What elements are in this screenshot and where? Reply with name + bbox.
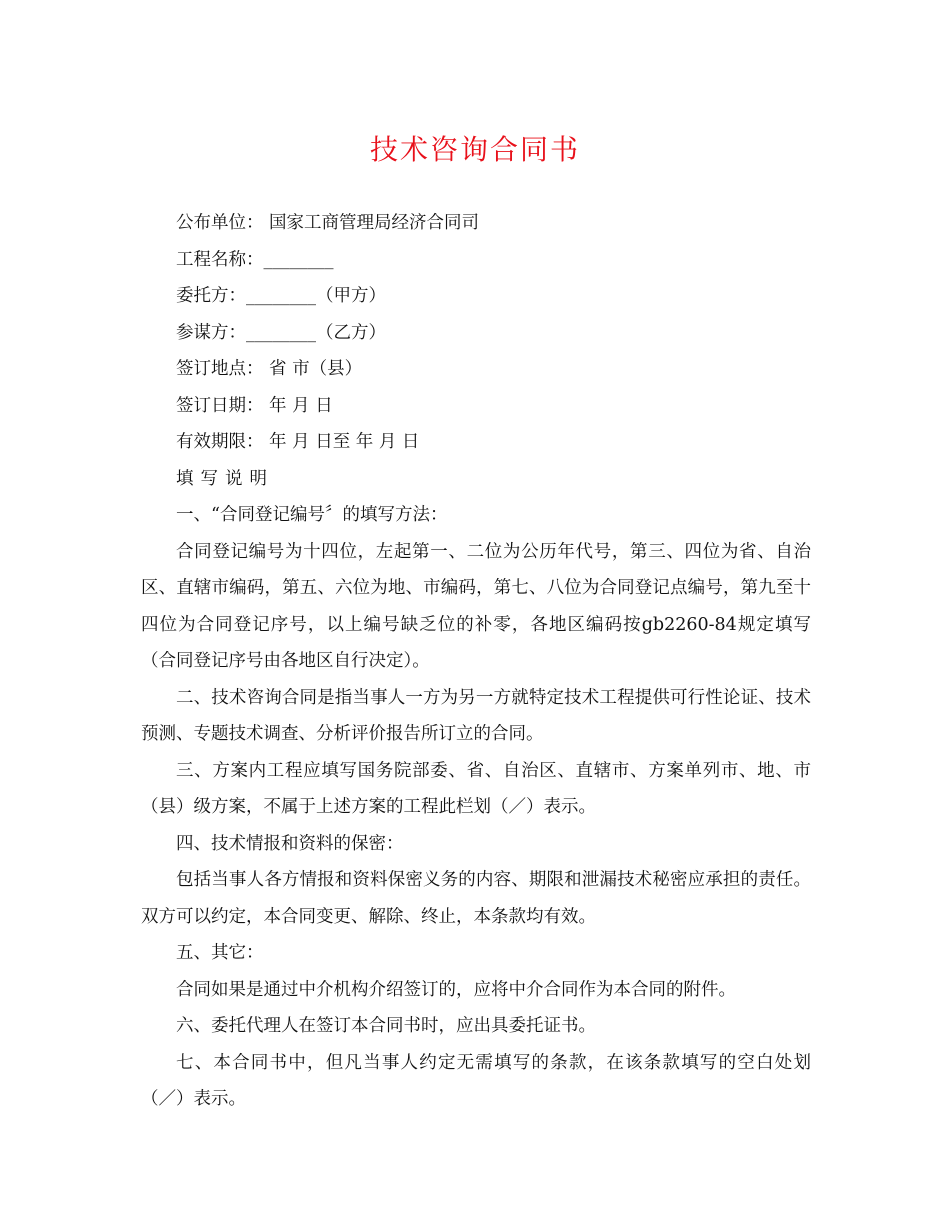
instructions-heading: 填写说明 <box>176 468 274 489</box>
instruction-paragraph: 二、技术咨询合同是指当事人一方为另一方就特定技术工程提供可行性论证、技术预测、专题技术调查、分析评价报告所订立的合同。 <box>141 687 811 744</box>
instruction-paragraph: 五、其它： <box>176 943 264 963</box>
document-body <box>141 205 811 1118</box>
instruction-paragraph: 包括当事人各方情报和资料保密义务的内容、期限和泄漏技术秘密应承担的责任。双方可以约定，本合同变更、解除、终止，本条款均有效。 <box>141 870 811 927</box>
project-name-line: 工程名称：________ <box>176 249 334 270</box>
instruction-paragraph: 三、方案内工程应填写国务院部委、省、自治区、直辖市、方案单列市、地、市（县）级方案，不属于上述方案的工程此栏划（／）表示。 <box>141 760 811 817</box>
instruction-paragraph: 四、技术情报和资料的保密： <box>176 833 404 854</box>
sign-date-line: 签订日期： 年 月 日 <box>176 395 333 416</box>
instruction-paragraph: 合同如果是通过中介机构介绍签订的，应将中介合同作为本合同的附件。 <box>176 979 736 1000</box>
instruction-paragraph: 七、本合同书中，但凡当事人约定无需填写的条款，在该条款填写的空白处划（／）表示。 <box>141 1052 811 1109</box>
client-line: 委托方：________（甲方） <box>176 286 386 306</box>
document-title: 技术咨询合同书 <box>369 133 580 166</box>
publisher-line: 公布单位： 国家工商管理局经济合同司 <box>176 213 480 233</box>
instruction-paragraph: 一、“合同登记编号〞的填写方法： <box>176 505 448 525</box>
sign-place-line: 签订地点： 省 市（县） <box>176 359 363 379</box>
validity-line: 有效期限： 年 月 日至 年 月 日 <box>176 432 420 452</box>
instruction-paragraph: 合同登记编号为十四位，左起第一、二位为公历年代号，第三、四位为省、自治区、直辖市编码，第五、六位为地、市编码，第七、八位为合同登记点编号，第九至十四位为合同登记序号，以上编号缺乏位的补零，各地区编码按gb2260-84规定填写（合同登记序号由各地区自行决定）。 <box>141 541 811 671</box>
instruction-paragraph: 六、委托代理人在签订本合同书时，应出具委托证书。 <box>176 1016 596 1036</box>
consultant-line: 参谋方：________（乙方） <box>176 322 386 343</box>
